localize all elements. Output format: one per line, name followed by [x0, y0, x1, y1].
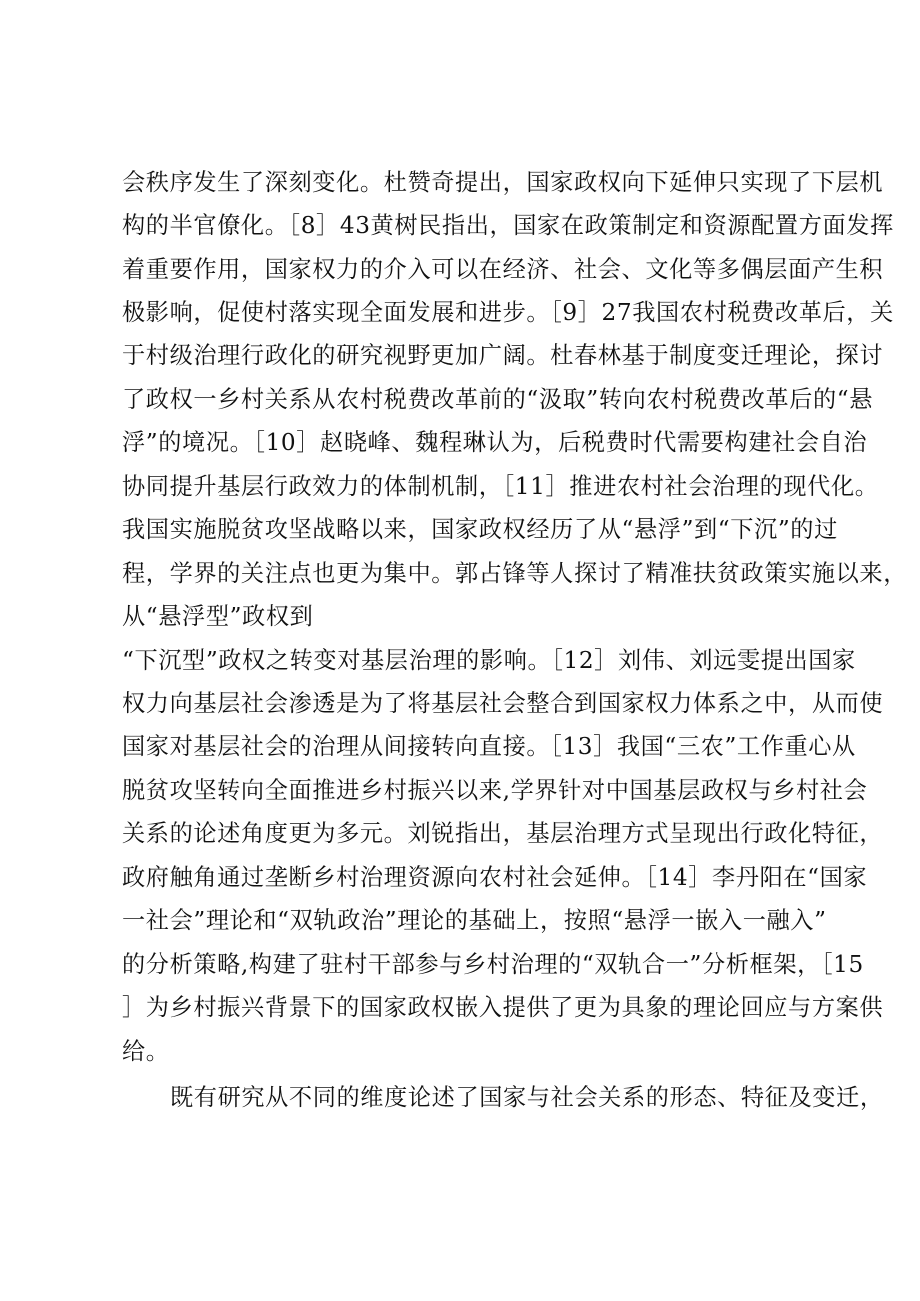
- text-line: 我国实施脱贫攻坚战略以来，国家政权经历了从“悬浮”到“下沉”的过: [122, 516, 838, 543]
- text-line: “下沉型”政权之转变对基层治理的影响。［12］刘伟、刘远雯提出国家: [122, 647, 856, 674]
- text-line: 脱贫攻坚转向全面推进乡村振兴以来,学界针对中国基层政权与乡村社会: [122, 777, 868, 804]
- text-line: 从“悬浮型”政权到: [122, 603, 314, 630]
- text-line: 浮”的境况。［10］赵晓峰、魏程琳认为，后税费时代需要构建社会自治: [122, 429, 868, 456]
- paragraph-first-line: 既有研究从不同的维度论述了国家与社会关系的形态、特征及变迁，: [170, 1084, 884, 1111]
- text-line: 的分析策略,构建了驻村干部参与乡村治理的“双轨合一”分析框架，［15: [122, 951, 864, 978]
- text-line: 会秩序发生了深刻变化。杜赞奇提出，国家政权向下延伸只实现了下层机: [122, 169, 884, 196]
- text-line: ］为乡村振兴背景下的国家政权嵌入提供了更为具象的理论回应与方案供: [122, 994, 884, 1021]
- text-line: 构的半官僚化。［8］43黄树民指出，国家在政策制定和资源配置方面发挥: [122, 212, 894, 239]
- text-line: 政府触角通过垄断乡村治理资源向农村社会延伸。［14］李丹阳在“国家: [122, 864, 868, 891]
- text-line: 程，学界的关注点也更为集中。郭占锋等人探讨了精准扶贫政策实施以来，: [122, 560, 907, 587]
- text-line: 给。: [122, 1038, 170, 1065]
- text-line: 关系的论述角度更为多元。刘锐指出，基层治理方式呈现出行政化特征，: [122, 820, 884, 847]
- text-line: 一社会”理论和“双轨政治”理论的基础上，按照“悬浮一嵌入一融入”: [122, 907, 827, 934]
- text-line: 国家对基层社会的治理从间接转向直接。［13］我国“三农”工作重心从: [122, 733, 856, 760]
- text-line: 着重要作用，国家权力的介入可以在经济、社会、文化等多偶层面产生积: [122, 256, 884, 283]
- text-line: 权力向基层社会渗透是为了将基层社会整合到国家权力体系之中，从而使: [122, 690, 884, 717]
- text-line: 协同提升基层行政效力的体制机制，［11］推进农村社会治理的现代化。: [122, 473, 879, 500]
- text-line: 极影响，促使村落实现全面发展和进步。［9］27我国农村税费改革后，关: [122, 299, 894, 326]
- text-line: 于村级治理行政化的研究视野更加广阔。杜春林基于制度变迁理论，探讨: [122, 342, 884, 369]
- text-line: 了政权一乡村关系从农村税费改革前的“汲取”转向农村税费改革后的“悬: [122, 386, 873, 413]
